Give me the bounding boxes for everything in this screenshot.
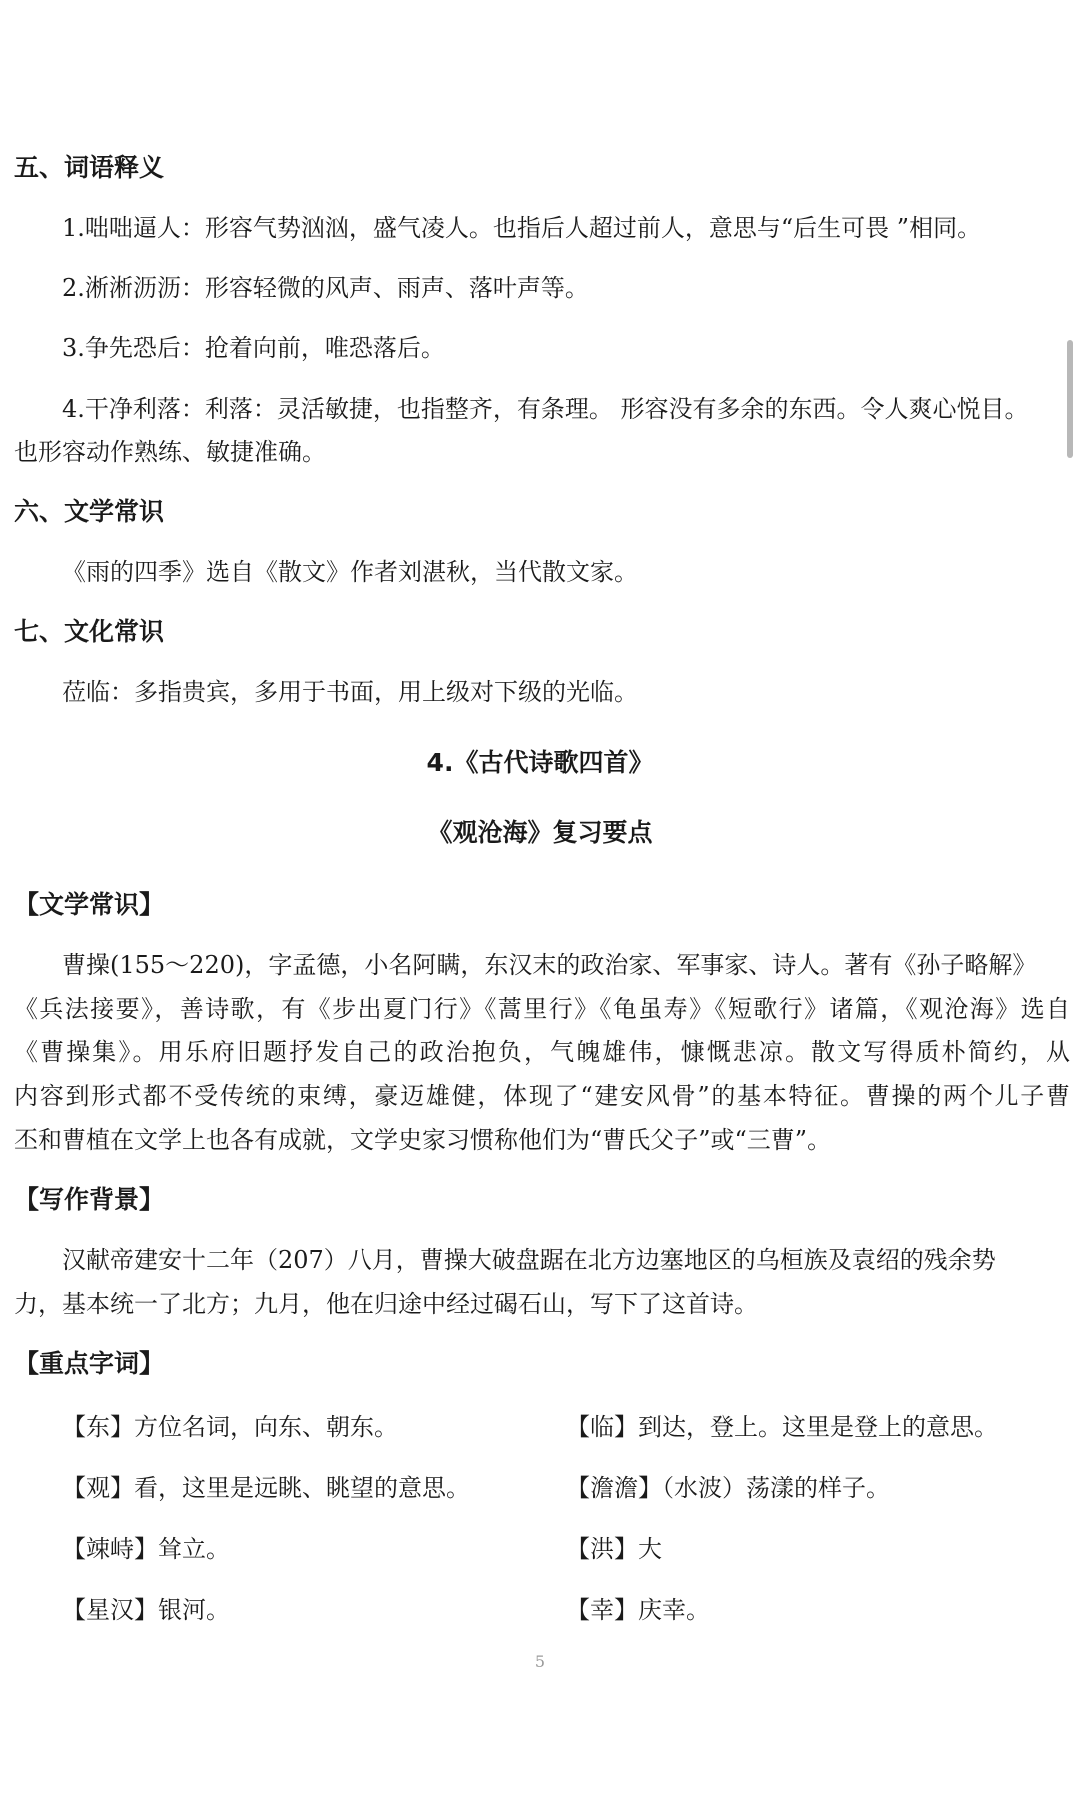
definition-item: 3.争先恐后：抢着向前，唯恐落后。	[62, 334, 445, 362]
section-heading-culture-knowledge: 七、文化常识	[14, 617, 165, 646]
section-text: 《雨的四季》选自《散文》作者刘湛秋，当代散文家。	[62, 558, 638, 586]
paragraph-line: 内容到形式都不受传统的束缚，豪迈雄健，体现了“建安风骨”的基本特征。曹操的两个儿子曹	[14, 1082, 1070, 1110]
keyword-entry: 【星汉】银河。	[62, 1596, 230, 1624]
keyword-entry: 【澹澹】（水波）荡漾的样子。	[566, 1474, 890, 1502]
definition-item: 4.干净利落：利落：灵活敏捷，也指整齐，有条理。 形容没有多余的东西。令人爽心悦目。	[62, 395, 1029, 423]
paragraph-line: 力，基本统一了北方；九月，他在归途中经过碣石山，写下了这首诗。	[14, 1290, 758, 1318]
paragraph-line: 《兵法接要》，善诗歌，有《步出夏门行》《蒿里行》《龟虽寿》《短歌行》诸篇，《观沧海》选自	[14, 995, 1070, 1023]
keyword-entry: 【竦峙】耸立。	[62, 1535, 230, 1563]
keyword-entry: 【观】看，这里是远眺、眺望的意思。	[62, 1474, 470, 1502]
definition-item-continuation: 也形容动作熟练、敏捷准确。	[14, 438, 326, 466]
subsection-heading-literature: 【文学常识】	[14, 890, 165, 919]
subsection-heading-background: 【写作背景】	[14, 1185, 165, 1214]
keyword-entry: 【临】到达，登上。这里是登上的意思。	[566, 1413, 998, 1441]
paragraph-line: 曹操(155～220)，字孟德，小名阿瞒，东汉末的政治家、军事家、诗人。著有《孙子略解》	[62, 951, 1037, 979]
keyword-entry: 【洪】大	[566, 1535, 662, 1563]
lesson-subtitle: 《观沧海》复习要点	[427, 818, 653, 847]
definition-item: 1.咄咄逼人：形容气势汹汹，盛气凌人。也指后人超过前人，意思与“后生可畏 ”相同。	[62, 214, 982, 242]
paragraph-line: 丕和曹植在文学上也各有成就，文学史家习惯称他们为“曹氏父子”或“三曹”。	[14, 1126, 832, 1154]
page-number: 5	[534, 1652, 546, 1671]
paragraph-line: 《曹操集》。用乐府旧题抒发自己的政治抱负，气魄雄伟，慷慨悲凉。散文写得质朴简约，从	[14, 1038, 1070, 1066]
section-heading-word-meanings: 五、词语释义	[14, 153, 165, 182]
paragraph-line: 汉献帝建安十二年（207）八月，曹操大破盘踞在北方边塞地区的乌桓族及袁绍的残余势	[62, 1246, 996, 1274]
keyword-entry: 【东】方位名词，向东、朝东。	[62, 1413, 398, 1441]
definition-item: 2.淅淅沥沥：形容轻微的风声、雨声、落叶声等。	[62, 274, 589, 302]
vertical-scrollbar[interactable]	[1067, 340, 1073, 458]
subsection-heading-keywords: 【重点字词】	[14, 1349, 165, 1378]
lesson-title: 4.《古代诗歌四首》	[426, 748, 654, 777]
section-text: 莅临：多指贵宾，多用于书面，用上级对下级的光临。	[62, 678, 638, 706]
section-heading-literature-knowledge: 六、文学常识	[14, 497, 165, 526]
keyword-entry: 【幸】庆幸。	[566, 1596, 710, 1624]
